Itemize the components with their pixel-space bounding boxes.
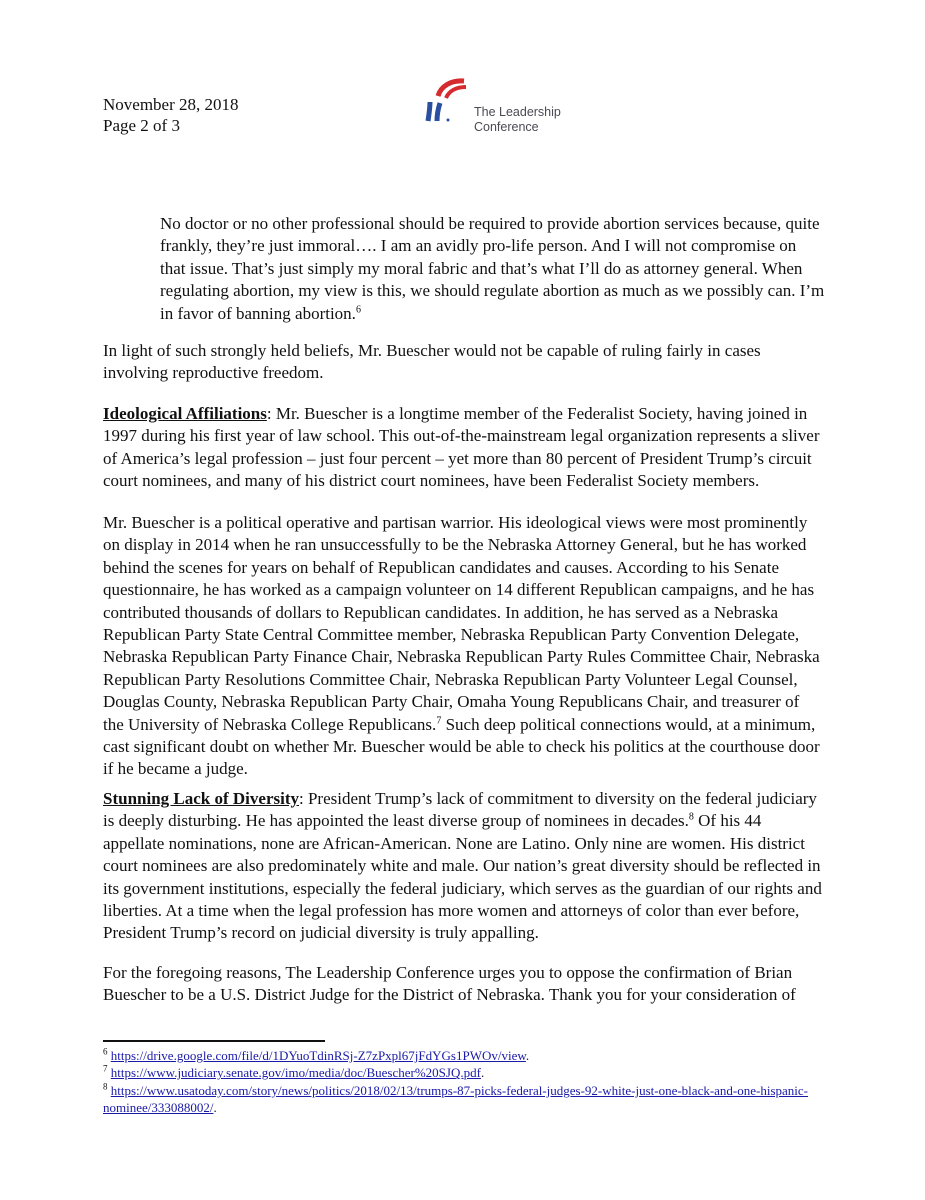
paragraph-conclusion: For the foregoing reasons, The Leadership Conference urges you to oppose the confirmation of Brian Buescher to be a U.S. District Judge for the District of Nebraska. Thank you for your consideration of <box>103 963 796 1005</box>
footnote-number: 7 <box>103 1064 108 1075</box>
paragraph-reproductive-freedom: In light of such strongly held beliefs, Mr. Buescher would not be capable of ruling fairly in cases involving reproductive freedom. <box>103 341 761 383</box>
quote-text: No doctor or no other professional should be required to provide abortion services because, quite frankly, they’re just immoral…. I am an avidly pro-life person. And I will not compromise on that issue. That’s just simply my moral fabric and that’s what I’ll do as attorney general. When regulating abortion, my view is this, we should regulate abortion as much as we possibly can. I’m in favor of banning abortion. <box>160 214 825 323</box>
logo-arcs-icon <box>424 78 470 130</box>
page-header <box>103 94 239 136</box>
footnote-number: 8 <box>103 1081 108 1092</box>
footnote-ref-7[interactable]: 7 <box>436 715 442 726</box>
logo-text-line2: Conference <box>474 120 539 134</box>
paragraph-lack-of-diversity <box>103 788 823 945</box>
paragraph-body-cont: Such deep political connections would, at a minimum, cast significant doubt on whether Mr. Buescher would be able to check his politics at the courthouse door if he became a judge. <box>103 714 820 779</box>
heading-lack-of-diversity: Stunning Lack of Diversity <box>103 789 299 808</box>
letter-date: November 28, 2018 <box>103 95 239 114</box>
paragraph-body-cont: Of his 44 appellate nominations, none are African-American. None are Latino. Only nine are women. His district court nominees are also predominately white and male. Our nation’s great diversity should be reflected in its government institutions, especially the federal judiciary, which serves as the guardian of our rights and liberties. At a time when the legal profession has more women and attorneys of color than ever before, President Trump’s record on judicial diversity is truly appalling. <box>103 811 822 943</box>
footnotes <box>103 1047 823 1117</box>
paragraph-body: : President Trump’s lack of commitment to diversity on the federal judiciary is deeply disturbing. He has appointed the least diverse group of nominees in decades. <box>103 789 817 831</box>
footnote-8: $^8$ https://www.usatoday.com/story/news/politics/2018/02/13/trumps-87-picks-federal-judges-92-white-just-one-black-and-one-hispanic-nominee/333088002/. <box>103 1081 809 1116</box>
paragraph-body: : Mr. Buescher is a longtime member of the Federalist Society, having joined in 1997 during his first year of law school. This out-of-the-mainstream legal organization represents a sliver of America’s legal profession – just four percent – yet more than 80 percent of President Trump’s circuit court nominees, and many of his district court nominees, have been Federalist Society members. <box>103 404 820 491</box>
page-number: Page 2 of 3 <box>103 116 180 135</box>
paragraph-political-operative <box>103 512 823 781</box>
footnote-7: $^7$ https://www.judiciary.senate.gov/imo/media/doc/Buescher%20SJQ.pdf. <box>103 1064 485 1081</box>
block-quote <box>160 213 825 325</box>
leadership-conference-logo <box>424 78 584 138</box>
footnote-ref-8[interactable]: 8 <box>688 811 694 823</box>
paragraph-body: Mr. Buescher is a political operative and partisan warrior. His ideological views were most prominently on display in 2014 when he ran unsuccessfully to be the Nebraska Attorney General, but he has worked behind the scenes for years on behalf of Republican candidates and causes. According to his Senate questionnaire, he has worked as a campaign volunteer on 14 different Republican campaigns, and he has contributed thousands of dollars to Republican candidates. In addition, he has served as a Nebraska Republican Party State Central Committee member, Nebraska Republican Party Convention Delegate, Nebraska Republican Party Finance Chair, Nebraska Republican Party Rules Committee Chair, Nebraska Republican Party Resolutions Committee Chair, Nebraska Republican Party Volunteer Legal Counsel, Douglas County, Nebraska Republican Party Chair, Omaha Young Republicans Chair, and treasurer of the University of Nebraska College Republicans. <box>103 513 820 734</box>
heading-ideological-affiliations: Ideological Affiliations <box>103 404 267 423</box>
footnote-number: 6 <box>103 1046 108 1057</box>
footnote-ref-6[interactable]: 6 <box>355 303 361 315</box>
footnote-link[interactable]: https://www.usatoday.com/story/news/politics/2018/02/13/trumps-87-picks-federal-judges-92-white-just-one-black-and-one-hispanic-nominee/333088002/ <box>103 1082 809 1116</box>
footnote-link[interactable]: https://www.judiciary.senate.gov/imo/media/doc/Buescher%20SJQ.pdf <box>110 1065 481 1081</box>
footnote-link[interactable]: https://drive.google.com/file/d/1DYuoTdinRSj-Z7zPxpl67jFdYGs1PWOv/view <box>110 1048 526 1063</box>
paragraph-ideological-affiliations <box>103 403 823 493</box>
footnote-divider <box>103 1040 325 1042</box>
footnote-6: $^6$ https://drive.google.com/file/d/1DYuoTdinRSj-Z7zPxpl67jFdYGs1PWOv/view. <box>103 1046 530 1063</box>
logo-text-line1: The Leadership <box>474 105 561 119</box>
